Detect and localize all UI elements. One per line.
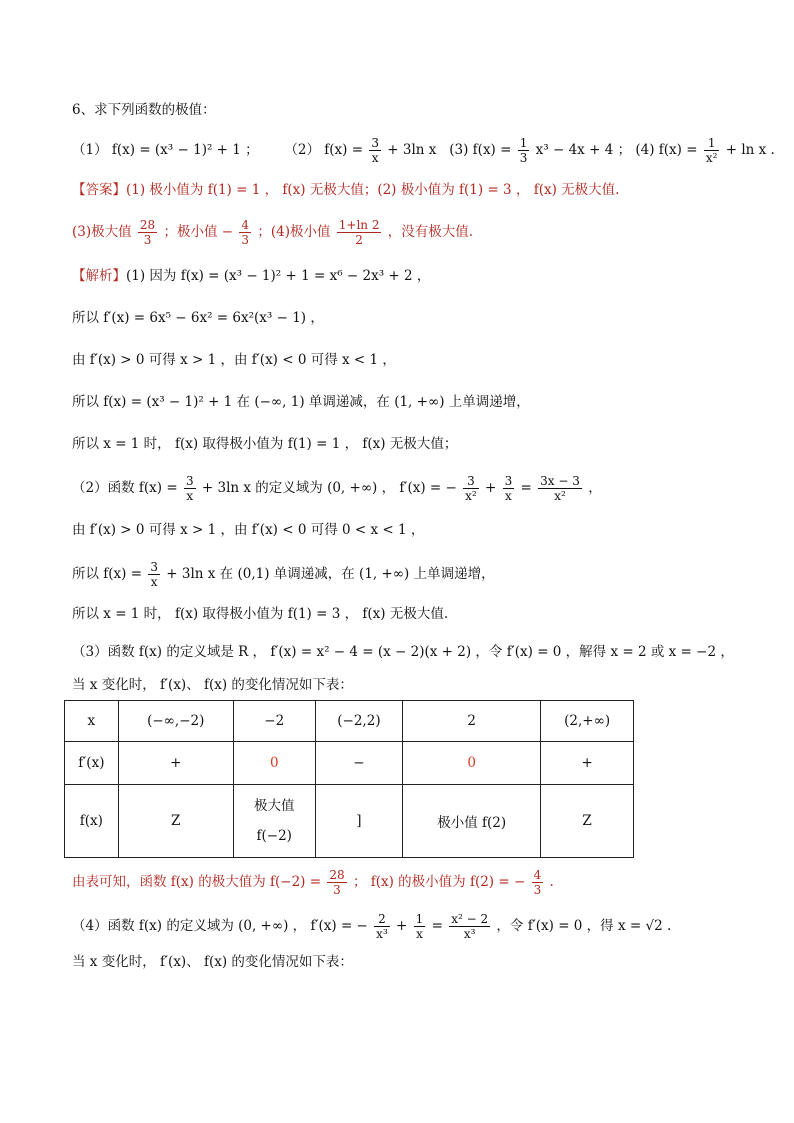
table-cell: 2 [403, 701, 541, 742]
fraction-3-over-x2: $\frac{3}{\text{x²}}$ [465, 474, 477, 503]
analysis-line-14: 当 x 变化时， f′(x)、 f(x) 的变化情况如下表： [72, 954, 353, 970]
answer-text-1: (1) 极小值为 f(1) = 1 ， f(x) 无极大值；(2) 极小值为 f(1) = 3 ， f(x) 无极大值. [126, 182, 620, 198]
table-cell: 0 [403, 742, 541, 785]
table-cell: (−∞,−2) [118, 701, 233, 742]
analysis-line-8 [72, 560, 495, 589]
analysis-13-eq: = [431, 918, 443, 934]
fraction-1-over-x2: $\frac{1}{\text{x²}}$ [705, 136, 718, 165]
analysis-6-eq: = [520, 480, 532, 496]
analysis-line-5: 所以 x = 1 时， f(x) 取得极小值为 f(1) = 1 ， f(x) 无极大值； [72, 436, 458, 452]
fraction-3-over-x: $\frac{3}{x}$ [371, 136, 379, 165]
answer-no-max: ，没有极大值. [387, 224, 474, 240]
answer-line-1 [72, 180, 619, 200]
fraction-4-over-3: $\frac{4}{3}$ [241, 218, 250, 247]
analysis-6-prefix: （2）函数 f(x) = [72, 480, 178, 496]
part-1: （1） f(x) = (x³ − 1)² + 1 ； [72, 142, 259, 158]
analysis-line-6 [72, 474, 602, 503]
answer-min4-label: ；(4)极小值 [257, 224, 331, 240]
analysis-line-11: 当 x 变化时， f′(x)、 f(x) 的变化情况如下表： [72, 677, 353, 693]
analysis-6-plus: + [485, 480, 497, 496]
analysis-12-end: . [549, 874, 554, 890]
fraction-1ln2-over-2: $\frac{1+\ln 2}{2}$ [338, 218, 380, 247]
table-cell: f(x) [65, 785, 119, 858]
fraction-28-over-3-b: $\frac{28}{3}$ [329, 868, 345, 897]
question-title: 6、求下列函数的极值： [72, 102, 216, 118]
table-cell: (−2,2) [315, 701, 403, 742]
analysis-line-13 [72, 912, 671, 941]
analysis-6-mid: + 3ln x 的定义域为 (0, +∞) ， f′(x) = − [201, 480, 457, 496]
part-4-suffix: + ln x . [725, 142, 775, 158]
analysis-line-2: 所以 f′(x) = 6x⁵ − 6x² = 6x²(x³ − 1) ， [72, 310, 324, 326]
table-cell: 极小值 f(2) [403, 785, 541, 858]
table-cell: −2 [233, 701, 315, 742]
question-parts [72, 136, 775, 165]
answer-min-label: ；极小值 − [163, 224, 234, 240]
table-cell: x [65, 701, 119, 742]
table-cell: + [541, 742, 634, 785]
analysis-text-1: (1) 因为 f(x) = (x³ − 1)² + 1 = x⁶ − 2x³ + 2 ， [126, 268, 431, 284]
table-row [65, 785, 634, 858]
table-cell [233, 785, 315, 858]
analysis-12-prefix: 由表可知，函数 f(x) 的极大值为 f(−2) = [72, 874, 322, 890]
fraction-4-over-3-b: $\frac{4}{3}$ [533, 868, 542, 897]
analysis-13-suffix: ，令 f′(x) = 0 ，得 x = √2 . [496, 918, 672, 934]
fraction-2-over-x3: $\frac{2}{\text{x³}}$ [376, 912, 388, 941]
fraction-1-over-x: $\frac{1}{x}$ [415, 912, 424, 941]
table-cell: f′(x) [65, 742, 119, 785]
analysis-8-suffix: + 3ln x 在 (0,1) 单调递减，在 (1, +∞) 上单调递增， [166, 566, 495, 582]
answer-max-label: (3)极大值 [72, 224, 132, 240]
table-cell: Z [541, 785, 634, 858]
table-row [65, 701, 634, 742]
fraction-3-over-x-c: $\frac{3}{x}$ [504, 474, 513, 503]
fraction-28-over-3: $\frac{28}{3}$ [139, 218, 156, 247]
fraction-1-over-3: $\frac{1}{3}$ [519, 136, 528, 165]
analysis-line-4: 所以 f(x) = (x³ − 1)² + 1 在 (−∞, 1) 单调递减，在 (1, +∞) 上单调递增， [72, 394, 530, 410]
fraction-3-over-x-d: $\frac{3}{x}$ [150, 560, 158, 589]
analysis-line-3: 由 f′(x) > 0 可得 x > 1 ，由 f′(x) < 0 可得 x < 1 ， [72, 352, 396, 368]
max-label: 极大值 [253, 798, 295, 814]
analysis-line-9: 所以 x = 1 时， f(x) 取得极小值为 f(1) = 3 ， f(x) 无极大值. [72, 606, 449, 622]
analysis-12-mid: ； f(x) 的极小值为 f(2) = − [352, 874, 526, 890]
analysis-label: 【解析】 [72, 268, 126, 284]
part-3-suffix: x³ − 4x + 4 ； [535, 142, 632, 158]
table-cell: − [315, 742, 403, 785]
part-3-prefix: (3) f(x) = [449, 142, 512, 158]
sign-table-3 [64, 700, 634, 858]
analysis-13-plus: + [396, 918, 408, 934]
part-2-suffix: + 3ln x [387, 142, 437, 158]
table-cell: Z [118, 785, 233, 858]
table-cell: (2,+∞) [541, 701, 634, 742]
analysis-line-10: （3）函数 f(x) 的定义域是 R ， f′(x) = x² − 4 = (x − 2)(x + 2) ，令 f′(x) = 0 ，解得 x = 2 或 x = −2 ， [72, 644, 734, 660]
table-row [65, 742, 634, 785]
table-cell: 0 [233, 742, 315, 785]
analysis-line-7: 由 f′(x) > 0 可得 x > 1 ，由 f′(x) < 0 可得 0 < x < 1 ， [72, 522, 425, 538]
answer-line-2 [72, 218, 473, 247]
analysis-13-prefix: （4）函数 f(x) 的定义域为 (0, +∞) ， f′(x) = − [72, 918, 368, 934]
fraction-x2m2-over-x3: $\frac{\text{x² − 2}}{\text{x³}}$ [451, 912, 489, 941]
part-2-prefix: （2） f(x) = [284, 142, 364, 158]
part-4-prefix: (4) f(x) = [635, 142, 698, 158]
fraction-3-over-x-b: $\frac{3}{x}$ [185, 474, 194, 503]
fraction-3xm3-over-x2: $\frac{3x - 3}{\text{x²}}$ [540, 474, 580, 503]
max-value: f(−2) [256, 828, 292, 844]
table-cell: + [118, 742, 233, 785]
analysis-6-end: ， [588, 480, 602, 496]
analysis-8-prefix: 所以 f(x) = [72, 566, 143, 582]
answer-label: 【答案】 [72, 182, 126, 198]
table-cell: ] [315, 785, 403, 858]
analysis-line-12 [72, 868, 554, 897]
analysis-line-1 [72, 266, 430, 286]
